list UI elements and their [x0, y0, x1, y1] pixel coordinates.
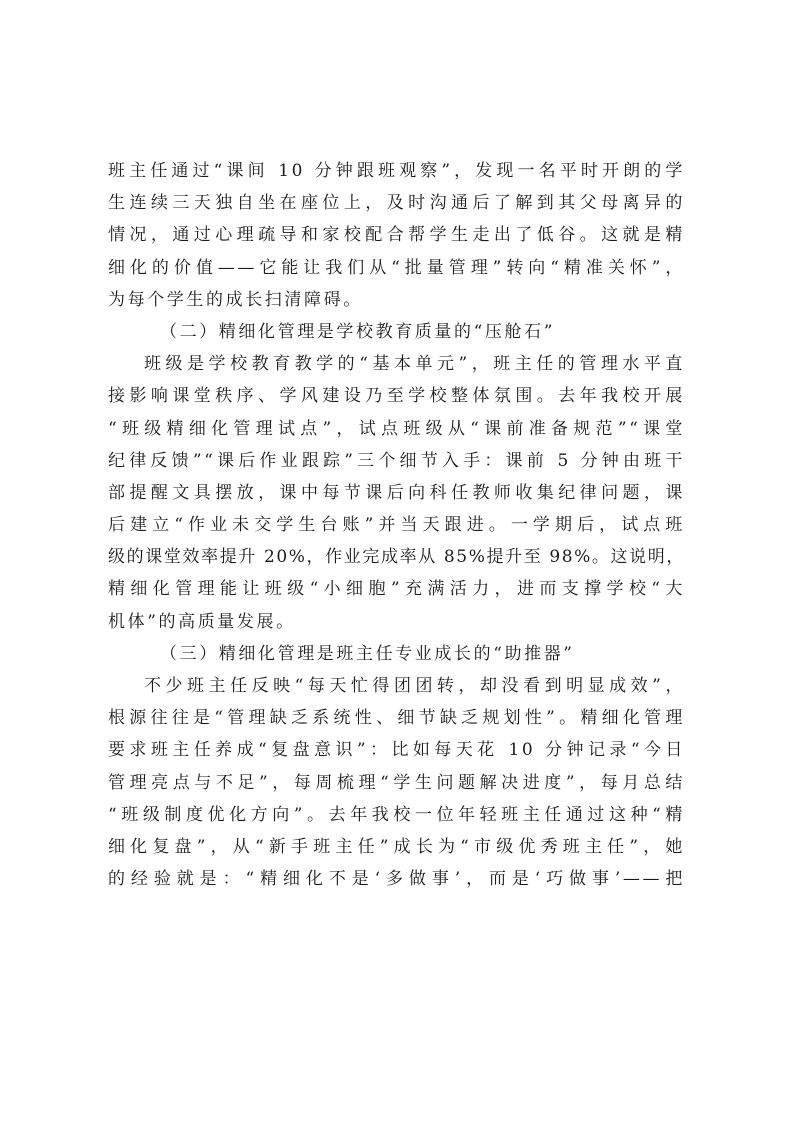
text-line: “班级精细化管理试点”，试点班级从“课前准备规范”“课堂 [108, 418, 685, 439]
section-heading: （二）精细化管理是学校教育质量的“压舱石” [160, 321, 555, 342]
text-line: 细化复盘”，从“新手班主任”成长为“市级优秀班主任”，她 [108, 836, 685, 857]
text-line: 接影响课堂秩序、学风建设乃至学校整体氛围。去年我校开展 [108, 386, 685, 407]
text-line: 根源往往是“管理缺乏系统性、细节缺乏规划性”。精细化管理 [108, 708, 685, 729]
text-line: 管理亮点与不足”，每周梳理“学生问题解决进度”，每月总结 [108, 772, 685, 793]
text-line: 为每个学生的成长扫清障碍。 [108, 289, 363, 310]
text-line: 纪律反馈”“课后作业跟踪”三个细节入手：课前 5 分钟由班干 [108, 450, 685, 471]
text-line: 后建立“作业未交学生台账”并当天跟进。一学期后，试点班 [108, 515, 685, 536]
text-line: 精细化管理能让班级“小细胞”充满活力，进而支撑学校“大 [108, 579, 685, 600]
text-line: 级的课堂效率提升 20%，作业完成率从 85%提升至 98%。这说明， [108, 547, 685, 568]
text-line: 不少班主任反映“每天忙得团团转，却没看到明显成效”， [144, 676, 685, 696]
text-line: 部提醒文具摆放，课中每节课后向科任教师收集纪律问题，课 [108, 482, 685, 503]
section-heading: （三）精细化管理是班主任专业成长的“助推器” [160, 643, 575, 664]
text-line: 生连续三天独自坐在座位上，及时沟通后了解到其父母离异的 [108, 193, 685, 214]
text-line: 的经验就是：“精细化不是‘多做事’，而是‘巧做事’——把 [108, 869, 685, 890]
text-line: 情况，通过心理疏导和家校配合帮学生走出了低谷。这就是精 [108, 225, 685, 246]
text-line: 细化的价值——它能让我们从“批量管理”转向“精准关怀”， [108, 257, 685, 278]
document-body [108, 155, 685, 895]
text-line: “班级制度优化方向”。去年我校一位年轻班主任通过这种“精 [108, 804, 685, 825]
text-line: 班主任通过“课间 10 分钟跟班观察”，发现一名平时开朗的学 [108, 161, 685, 181]
text-line: 要求班主任养成“复盘意识”：比如每天花 10 分钟记录“今日 [108, 740, 685, 761]
text-line: 机体”的高质量发展。 [108, 611, 296, 632]
text-line: 班级是学校教育教学的“基本单元”，班主任的管理水平直 [144, 354, 685, 375]
